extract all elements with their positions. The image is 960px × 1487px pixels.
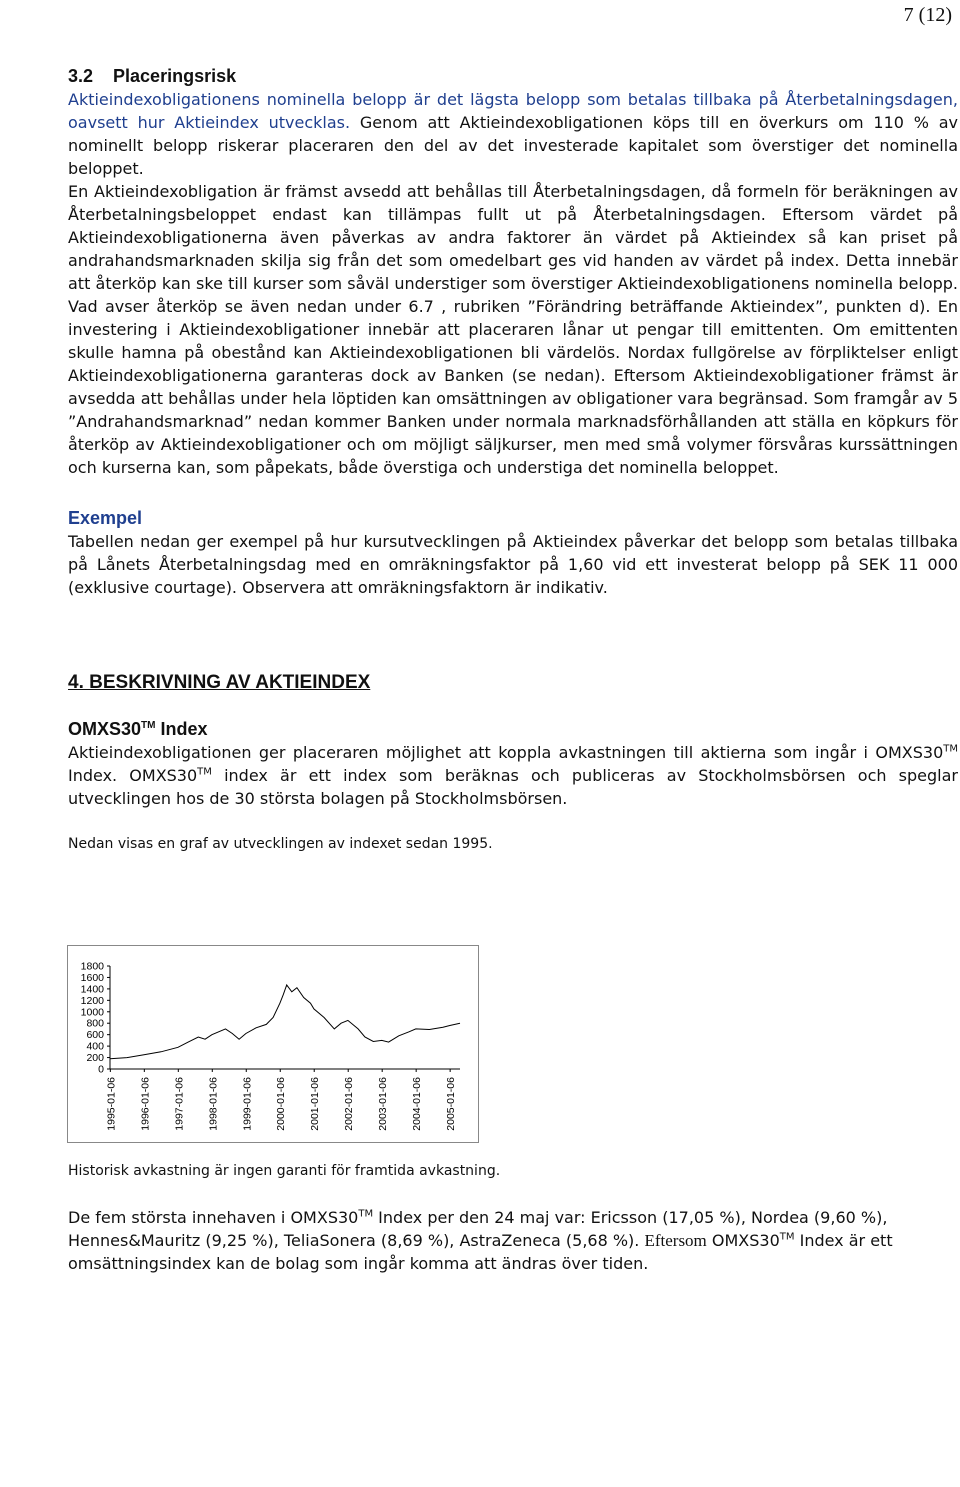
holdings-part: Index är ett omsättningsindex kan de bolag som ingår komma att ändras över tiden. — [68, 1231, 893, 1273]
index-suffix: Index — [155, 719, 208, 739]
x-tick-label: 2001-01-06 — [309, 1077, 322, 1131]
trademark-mark: TM — [943, 743, 958, 755]
holdings-part: Index per den 24 maj var: Ericsson (17,05 %), Nordea (9,60 %), Hennes&Mauritz (9,25 %), TeliaSonera (8,69 %), AstraZeneca (5,68 %). — [68, 1208, 888, 1250]
example-heading: Exempel — [68, 508, 143, 528]
y-tick-label: 0 — [98, 1063, 104, 1076]
holdings-part: OMXS30 — [706, 1231, 780, 1250]
x-tick-label: 1996-01-06 — [139, 1077, 152, 1131]
x-tick-label: 1997-01-06 — [173, 1077, 186, 1131]
y-tick-label: 600 — [86, 1029, 104, 1042]
x-tick-label: 1995-01-06 — [105, 1077, 118, 1131]
index-chart — [67, 945, 479, 1143]
holdings-part: Eftersom — [644, 1231, 707, 1250]
trademark-mark: TM — [358, 1208, 374, 1220]
paragraph-placeringsrisk-1 — [68, 88, 958, 180]
index-desc-part: Aktieindexobligationen ger placeraren möjlighet att koppla avkastningen till aktierna som ingår i OMXS30 — [68, 743, 944, 762]
chart-caption: Historisk avkastning är ingen garanti för framtida avkastning. — [68, 1163, 501, 1179]
index-desc-part: index är ett index som beräknas och publiceras av Stockholmsbörsen och speglar utvecklingen hos de 30 största bolagen på Stockholmsbörsen. — [68, 766, 958, 808]
trademark-mark: TM — [141, 720, 156, 731]
paragraph-segment: Genom att Aktieindexobligationen köps till en överkurs om 110 % av nominellt belopp riskerar placeraren den del av det investerade kapitalet som överstiger det nominella beloppet. — [68, 113, 959, 178]
x-tick-label: 2000-01-06 — [275, 1077, 288, 1131]
y-tick-label: 800 — [86, 1017, 104, 1030]
x-tick-label: 2002-01-06 — [343, 1077, 356, 1131]
y-tick-label: 1400 — [80, 983, 104, 996]
paragraph-segment-blue: Aktieindexobligationens nominella belopp är det lägsta belopp som betalas tillbaka på Återbetalningsdagen, oavsett hur Aktieindex utvecklas. — [68, 90, 958, 132]
x-tick-label: 2004-01-06 — [411, 1077, 424, 1131]
x-tick-label: 1998-01-06 — [207, 1077, 220, 1131]
index-subheading — [68, 717, 958, 741]
y-tick-label: 400 — [86, 1040, 104, 1053]
y-tick-label: 1200 — [80, 994, 104, 1007]
index-name: OMXS30 — [68, 719, 142, 739]
paragraph-placeringsrisk-2: En Aktieindexobligation är främst avsedd att behållas till Återbetalningsdagen, då formeln för beräkningen av Återbetalningsbeloppet endast kan tillämpas fullt ut på Återbetalningsdagen. Eftersom värdet på Aktieindexobligationerna även påverkas av andra faktorer än värdet på Aktieindex så kan priset på andrahandsmarknaden skilja sig från det som omedelbart ges vid handen av värdet på index. Detta innebär att återköp kan ske till kurser som såväl understiger som överstiger Aktieindexobligationens nominella belopp. Vad avser återköp se även nedan under 6.7 , rubriken ”Förändring beträffande Aktieindex”, punkten d). En investering i Aktieindexobligationer innebär att placeraren lånar ut pengar till emittenten. Om emittenten skulle hamna på obestånd kan Aktieindexobligationen bli värdelös. Nordax fullgörelse av förpliktelser enligt Aktieindexobligationerna garanteras dock av Banken (se nedan). Eftersom Aktieindexobligationer främst är avsedda att behållas under hela löptiden kan omsättningen av obligationer vara begränsad. Som framgår av 5 ”Andrahandsmarknad” nedan kommer Banken under normala marknadsförhållanden att ställa en köpkurs för återköp av Aktieindexobligationer och om möjligt säljkurser, men med små volymer försvåras kurssättningen och kurserna kan, som påpekats, både överstiga och understiga det nominella beloppet. — [68, 182, 958, 477]
holdings-part: De fem största innehaven i OMXS30 — [68, 1208, 359, 1227]
section-heading-3-2 — [68, 64, 958, 88]
index-series-line — [110, 985, 460, 1059]
y-tick-label: 1000 — [80, 1006, 104, 1019]
y-tick-label: 200 — [86, 1052, 104, 1065]
example-paragraph: Tabellen nedan ger exempel på hur kursutvecklingen på Aktieindex påverkar det belopp som betalas tillbaka på Lånets Återbetalningsdag med en omräkningsfaktor på 1,60 vid ett investerat belopp på SEK 11 000 (exklusive courtage). Observera att omräkningsfaktorn är indikativ. — [68, 532, 958, 597]
y-tick-label: 1800 — [80, 960, 104, 973]
section-number: 3.2 — [68, 66, 94, 86]
graph-intro: Nedan visas en graf av utvecklingen av indexet sedan 1995. — [68, 836, 493, 852]
x-tick-label: 2005-01-06 — [445, 1077, 458, 1131]
index-desc-part: Index. OMXS30 — [68, 766, 198, 785]
index-chart-svg — [68, 946, 478, 1142]
section-heading-4: 4. BESKRIVNING AV AKTIEINDEX — [68, 672, 371, 693]
index-description — [68, 741, 958, 810]
trademark-mark: TM — [779, 1231, 795, 1243]
x-tick-label: 1999-01-06 — [241, 1077, 254, 1131]
page-number: 7 (12) — [903, 4, 952, 26]
x-tick-label: 2003-01-06 — [377, 1077, 390, 1131]
y-tick-label: 1600 — [80, 971, 104, 984]
holdings-paragraph — [68, 1206, 958, 1275]
page-content — [68, 64, 958, 854]
trademark-mark: TM — [197, 766, 212, 778]
section-title: Placeringsrisk — [113, 66, 237, 86]
